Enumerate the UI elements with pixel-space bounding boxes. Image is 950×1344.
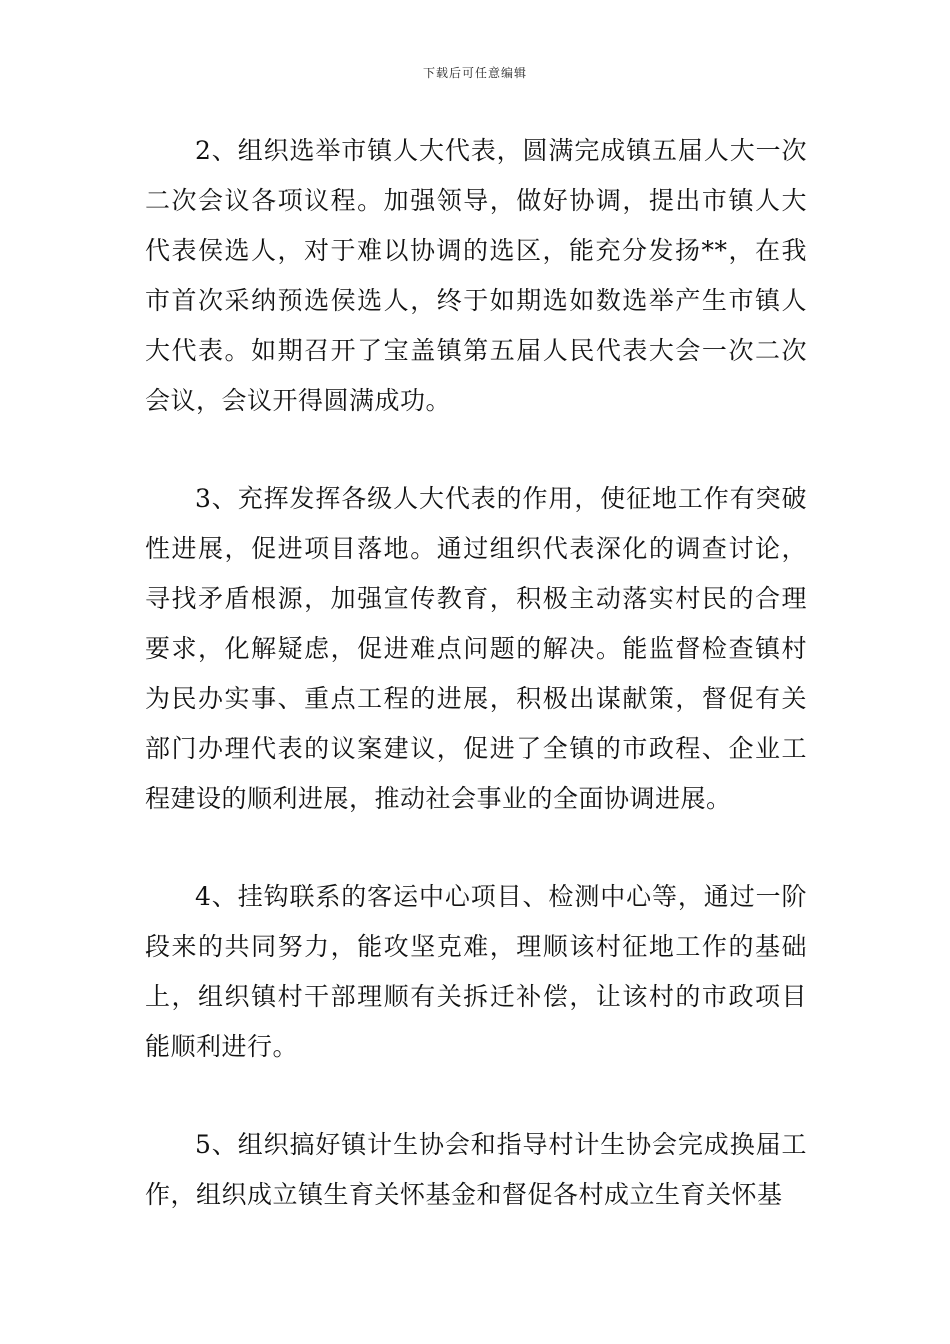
paragraph-4: 4、挂钩联系的客运中心项目、检测中心等，通过一阶段来的共同努力，能攻坚克难，理顺该村征地工作的基础上，组织镇村干部理顺有关拆迁补偿，让该村的市政项目能顺利进行。 [145,882,807,1061]
paragraph-5: 5、组织搞好镇计生协会和指导村计生协会完成换届工作，组织成立镇生育关怀基金和督促各村成立生育关怀基 [145,1130,807,1209]
header-note: 下载后可任意编辑 [422,66,527,80]
document-body [145,126,807,1220]
paragraph-2: 2、组织选举市镇人大代表，圆满完成镇五届人大一次二次会议各项议程。加强领导，做好协调，提出市镇人大代表侯选人，对于难以协调的选区，能充分发扬**，在我市首次采纳预选侯选人，终于如期选如数选举产生市镇人大代表。如期召开了宝盖镇第五届人民代表大会一次二次会议，会议开得圆满成功。 [145,136,807,415]
paragraph-3: 3、充挥发挥各级人大代表的作用，使征地工作有突破性进展，促进项目落地。通过组织代表深化的调查讨论，寻找矛盾根源，加强宣传教育，积极主动落实村民的合理要求，化解疑虑，促进难点问题的解决。能监督检查镇村为民办实事、重点工程的进展，积极出谋献策，督促有关部门办理代表的议案建议，促进了全镇的市政程、企业工程建设的顺利进展，推动社会事业的全面协调进展。 [145,484,807,813]
